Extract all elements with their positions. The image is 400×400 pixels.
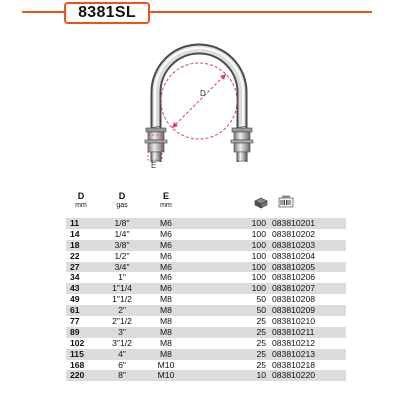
col-header-gas — [110, 192, 134, 210]
cell-code: 083810209 — [272, 305, 316, 316]
cell-e: M6 — [160, 228, 172, 239]
cell-code: 083810207 — [272, 283, 316, 294]
table-row — [66, 240, 346, 251]
cell-qty: 25 — [256, 359, 266, 370]
cell-e: M6 — [160, 272, 172, 283]
header — [0, 0, 400, 26]
cell-d: 27 — [70, 261, 80, 272]
cell-qty: 100 — [251, 218, 266, 228]
cell-code: 083810204 — [272, 250, 316, 261]
table-row — [66, 229, 346, 240]
nut-right-lower — [234, 143, 250, 152]
product-code-badge: 8381SL — [64, 2, 150, 24]
cell-e: M10 — [157, 359, 175, 370]
cell-code: 083810212 — [272, 337, 316, 348]
diameter-line — [172, 74, 226, 128]
cell-gas: 2" — [118, 305, 126, 316]
cell-qty: 100 — [251, 261, 266, 272]
cell-e: M8 — [160, 316, 172, 327]
cell-d: 102 — [70, 337, 85, 348]
table-row — [66, 349, 346, 360]
cell-qty: 100 — [251, 283, 266, 294]
cell-e: M6 — [160, 250, 172, 261]
cell-qty: 10 — [256, 370, 266, 381]
cell-code: 083810206 — [272, 272, 316, 283]
cell-e: M8 — [160, 326, 172, 337]
u-bolt-drawing — [0, 30, 400, 180]
cell-e: M6 — [160, 218, 172, 228]
col-e-label: E — [162, 191, 169, 201]
cell-d: 220 — [70, 370, 85, 381]
nut-right-upper — [234, 132, 250, 140]
box-quantity-icon — [254, 196, 268, 214]
table-row — [66, 272, 346, 283]
table-row — [66, 218, 346, 229]
washer-right — [232, 128, 252, 132]
cell-d: 77 — [70, 316, 80, 327]
u-bolt-illustration — [0, 30, 400, 180]
cell-code: 083810201 — [272, 218, 316, 228]
col-header-d — [70, 192, 92, 210]
cell-qty: 25 — [256, 348, 266, 359]
cell-d: 49 — [70, 294, 80, 305]
cell-code: 083810203 — [272, 239, 316, 250]
col-e-unit: mm — [160, 202, 172, 209]
col-d-unit: mm — [75, 202, 87, 209]
cell-qty: 100 — [251, 228, 266, 239]
cell-e: M6 — [160, 239, 172, 250]
cell-qty: 50 — [256, 305, 266, 316]
cell-e: M8 — [160, 337, 172, 348]
cell-code: 083810220 — [272, 370, 316, 381]
cell-d: 115 — [70, 348, 84, 359]
cell-d: 89 — [70, 326, 80, 337]
cell-gas: 3"1/2 — [112, 337, 132, 348]
cell-code: 083810218 — [272, 359, 316, 370]
cell-gas: 3/4" — [114, 261, 130, 272]
table-row — [66, 360, 346, 371]
table-row — [66, 338, 346, 349]
cell-code: 083810213 — [272, 348, 316, 359]
table-row — [66, 327, 346, 338]
cell-d: 43 — [70, 283, 80, 294]
cell-code: 083810210 — [272, 316, 316, 327]
cell-gas: 1"1/4 — [112, 283, 132, 294]
diameter-label: D — [200, 89, 206, 98]
cell-gas: 6" — [118, 359, 126, 370]
cell-gas: 1/8" — [114, 218, 130, 228]
cell-qty: 100 — [251, 239, 266, 250]
e-label: E — [151, 161, 157, 170]
cell-d: 22 — [70, 250, 80, 261]
cell-qty: 25 — [256, 326, 266, 337]
table-row — [66, 294, 346, 305]
cell-e: M6 — [160, 283, 172, 294]
table-row — [66, 370, 346, 381]
table-row — [66, 283, 346, 294]
cell-gas: 3" — [118, 326, 126, 337]
col-d-label: D — [77, 191, 85, 201]
cell-e: M6 — [160, 261, 172, 272]
washer-left — [146, 128, 166, 132]
cell-gas: 1" — [118, 272, 126, 283]
cell-qty: 25 — [256, 337, 266, 348]
cell-d: 18 — [70, 239, 80, 250]
cell-e: M8 — [160, 348, 172, 359]
cell-qty: 100 — [251, 250, 266, 261]
cell-gas: 1"1/2 — [112, 294, 132, 305]
cell-code: 083810211 — [272, 326, 315, 337]
cell-e: M8 — [160, 305, 172, 316]
cell-qty: 100 — [251, 272, 266, 283]
cell-d: 61 — [70, 305, 80, 316]
u-bolt-rod — [156, 49, 242, 162]
cell-d: 34 — [70, 272, 80, 283]
cell-e: M10 — [157, 370, 175, 381]
table-row — [66, 251, 346, 262]
cell-gas: 1/4" — [114, 228, 130, 239]
col-header-e — [154, 192, 178, 210]
barcode-icon — [278, 195, 294, 213]
col-gas-label: D — [118, 191, 126, 201]
cell-qty: 25 — [256, 316, 266, 327]
table-header — [66, 190, 346, 218]
cell-gas: 2"1/2 — [112, 316, 132, 327]
table-row — [66, 305, 346, 316]
cell-d: 168 — [70, 359, 85, 370]
cell-d: 11 — [70, 218, 80, 228]
table-row — [66, 262, 346, 273]
cell-qty: 50 — [256, 294, 266, 305]
cell-code: 083810202 — [272, 228, 316, 239]
table-row — [66, 316, 346, 327]
cell-gas: 4" — [118, 348, 126, 359]
cell-code: 083810208 — [272, 294, 316, 305]
cell-d: 14 — [70, 228, 80, 239]
spec-table — [66, 190, 346, 381]
cell-gas: 8" — [118, 370, 126, 381]
cell-gas: 1/2" — [114, 250, 130, 261]
cell-gas: 3/8" — [114, 239, 130, 250]
cell-code: 083810205 — [272, 261, 316, 272]
col-gas-unit: gas — [116, 202, 128, 209]
table-body — [66, 218, 346, 381]
cell-e: M8 — [160, 294, 172, 305]
